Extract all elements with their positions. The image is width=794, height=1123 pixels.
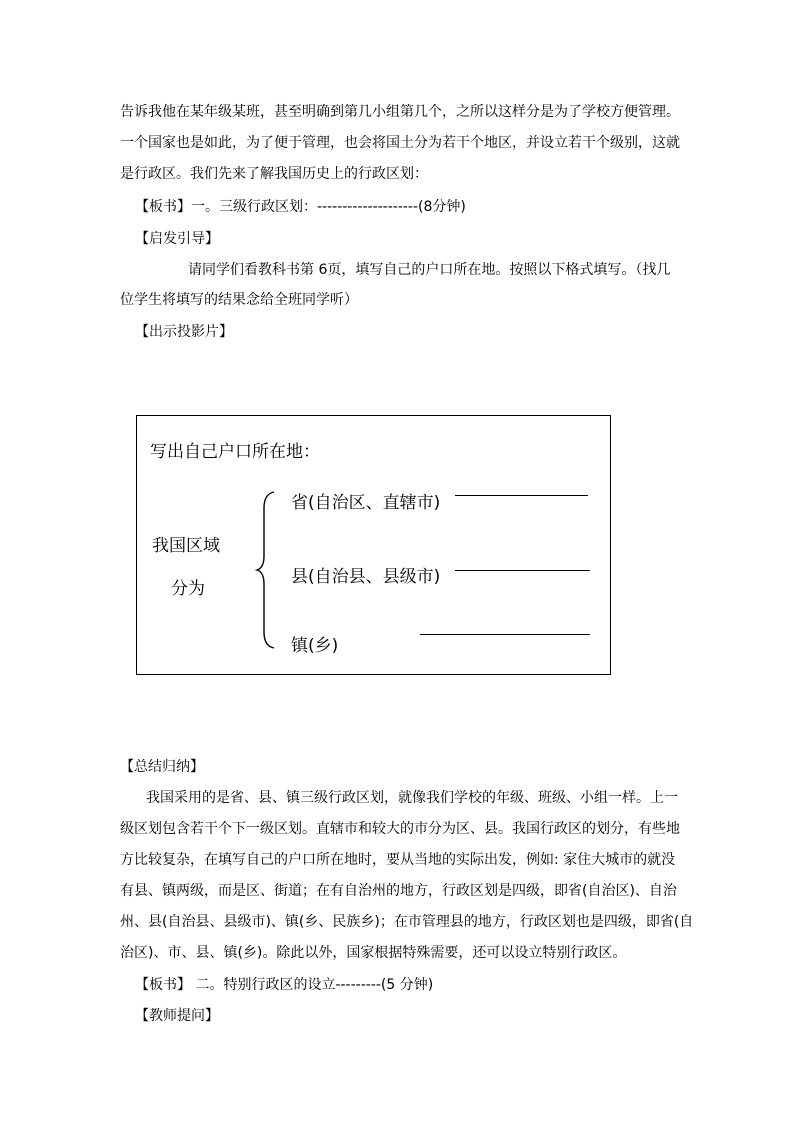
summary-line-5: 州、县(自治县、县级市)、镇(乡、民族乡)；在市管理县的地方，行政区划也是四级，即省(自	[120, 914, 694, 930]
slide-item-province: 省(自治区、直辖市)	[291, 493, 441, 513]
fill-line-province	[455, 495, 588, 496]
board-note-special-region: 【板书】 二。特别行政区的设立---------(5 分钟)	[135, 977, 434, 993]
intro-line-1: 告诉我他在某年级某班，甚至明确到第几小组第几个，之所以这样分是为了学校方便管理。	[120, 104, 680, 120]
slide-item-county: 县(自治县、县级市)	[291, 567, 441, 587]
heading-guide: 【启发引导】	[135, 231, 219, 247]
intro-line-2: 一个国家也是如此，为了便于管理，也会将国土分为若干个地区，并设立若干个级别，这就	[120, 135, 680, 151]
slide-left-label-1: 我国区域	[152, 536, 220, 556]
summary-line-4: 有县、镇两级，而是区、街道；在有自治州的地方，行政区划是四级，即省(自治区)、自治	[120, 883, 677, 899]
heading-slide: 【出示投影片】	[135, 324, 233, 340]
summary-line-3: 方比较复杂，在填写自己的户口所在地时，要从当地的实际出发，例如: 家住大城市的就没	[120, 852, 676, 868]
summary-line-1: 我国采用的是省、县、镇三级行政区划，就像我们学校的年级、班级、小组一样。上一	[146, 790, 678, 806]
slide-title: 写出自己户口所在地：	[150, 442, 320, 462]
slide-item-town: 镇(乡)	[291, 636, 339, 656]
curly-brace-icon	[254, 490, 276, 650]
board-note-three-levels: 【板书】一。三级行政区划：--------------------(8分钟)	[135, 199, 466, 215]
guide-line-2: 位学生将填写的结果念给全班同学听）	[120, 292, 358, 308]
guide-line-1: 请同学们看教科书第 6页，填写自己的户口所在地。按照以下格式填写。（找几	[188, 262, 671, 278]
summary-line-6: 治区)、市、县、镇(乡)。除此以外，国家根据特殊需要，还可以设立特别行政区。	[120, 945, 627, 961]
fill-line-county	[455, 570, 590, 571]
heading-summary: 【总结归纳】	[120, 759, 204, 775]
heading-question: 【教师提问】	[135, 1008, 219, 1024]
fill-line-town	[420, 634, 590, 635]
summary-line-2: 级区划包含若干个下一级区划。直辖市和较大的市分为区、县。我国行政区的划分，有些地	[120, 821, 680, 837]
intro-line-3: 是行政区。我们先来了解我国历史上的行政区划：	[120, 166, 428, 182]
slide-left-label-2: 分为	[171, 579, 205, 599]
